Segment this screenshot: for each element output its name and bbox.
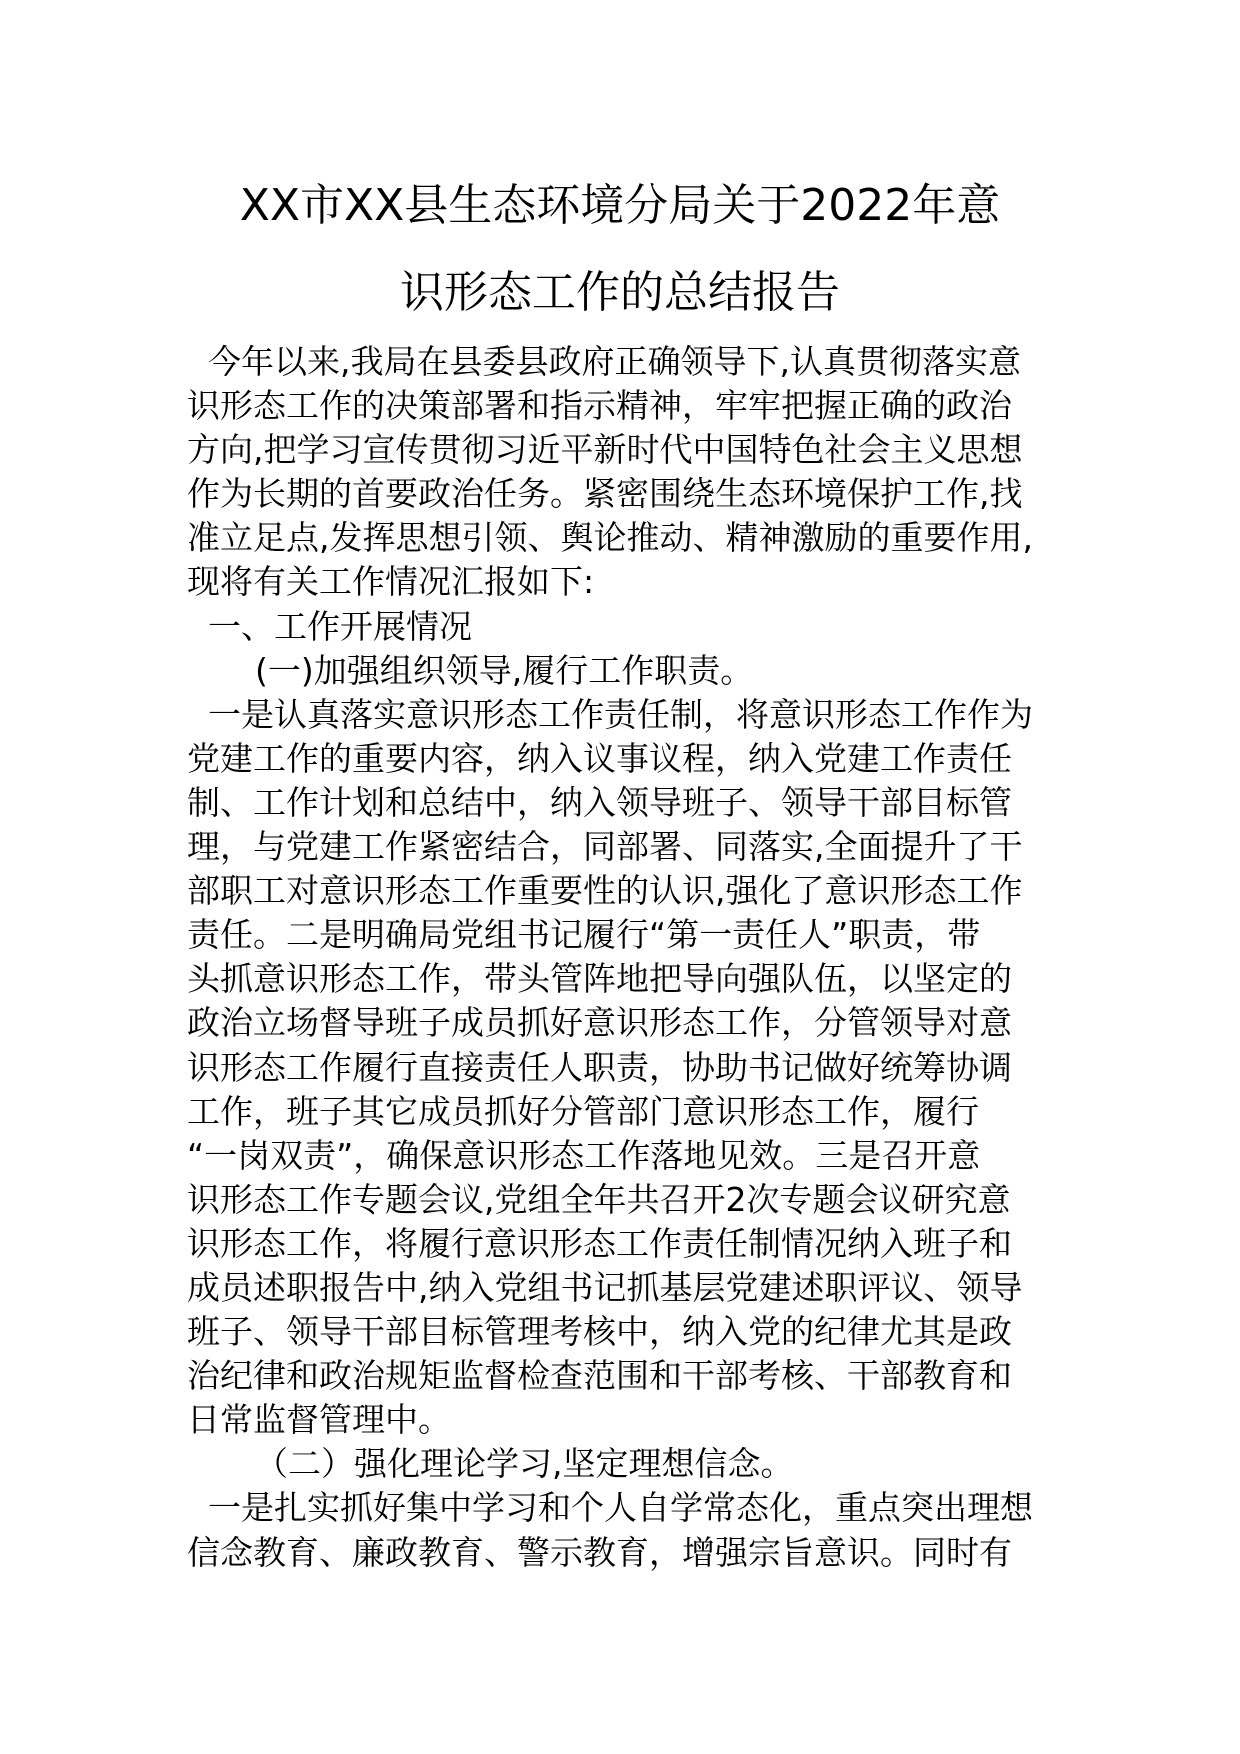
- section-heading: 一、工作开展情况: [208, 606, 472, 646]
- body-line: 理，与党建工作紧密结合，同部署、同落实,全面提升了干: [187, 827, 1023, 867]
- subsection-heading: （二）强化理论学习,坚定理想信念。: [255, 1444, 794, 1484]
- body-line: 准立足点,发挥思想引领、舆论推动、精神激励的重要作用,: [187, 518, 1033, 558]
- body-line: 今年以来,我局在县委县政府正确领导下,认真贯彻落实意: [208, 342, 1021, 381]
- body-line: 现将有关工作情况汇报如下:: [187, 562, 595, 602]
- body-line: 日常监督管理中。: [187, 1400, 451, 1440]
- subsection-heading: (一)加强组织领导,履行工作职责。: [255, 650, 754, 690]
- body-line: 识形态工作的决策部署和指示精神，牢牢把握正确的政治: [187, 386, 1012, 426]
- body-line: 治纪律和政治规矩监督检查范围和干部考核、干部教育和: [187, 1356, 1012, 1396]
- document-body: [187, 340, 1053, 1575]
- body-line: 一是认真落实意识形态工作责任制，将意识形态工作作为: [208, 694, 1033, 734]
- document-title-line-2: 识形态工作的总结报告: [400, 267, 840, 318]
- body-line: 方向,把学习宣传贯彻习近平新时代中国特色社会主义思想: [187, 430, 1023, 470]
- body-line: 一是扎实抓好集中学习和个人自学常态化，重点突出理想: [208, 1488, 1033, 1528]
- body-line: 作为长期的首要政治任务。紧密围绕生态环境保护工作,找: [187, 474, 1023, 514]
- body-line: 识形态工作履行直接责任人职责，协助书记做好统筹协调: [187, 1047, 1012, 1087]
- body-line: 党建工作的重要内容，纳入议事议程，纳入党建工作责任: [187, 738, 1012, 778]
- document-title-line-1: XX市XX县生态环境分局关于2022年意: [239, 180, 1001, 231]
- body-line: 工作，班子其它成员抓好分管部门意识形态工作，履行: [187, 1091, 979, 1131]
- body-line: “一岗双责”，确保意识形态工作落地见效。三是召开意: [187, 1135, 981, 1175]
- body-line: 识形态工作，将履行意识形态工作责任制情况纳入班子和: [187, 1223, 1012, 1263]
- body-line: 部职工对意识形态工作重要性的认识,强化了意识形态工作: [187, 871, 1023, 911]
- body-line: 头抓意识形态工作，带头管阵地把导向强队伍，以坚定的: [187, 959, 1012, 999]
- body-line: 识形态工作专题会议,党组全年共召开2次专题会议研究意: [187, 1179, 1011, 1219]
- body-line: 班子、领导干部目标管理考核中，纳入党的纪律尤其是政: [187, 1312, 1012, 1352]
- body-line: 责任。二是明确局党组书记履行“第一责任人”职责，带: [187, 915, 981, 955]
- body-line: 成员述职报告中,纳入党组书记抓基层党建述职评议、领导: [187, 1267, 1023, 1307]
- body-line: 政治立场督导班子成员抓好意识形态工作，分管领导对意: [187, 1003, 1012, 1043]
- body-line: 信念教育、廉政教育、警示教育，增强宗旨意识。同时有: [187, 1532, 1012, 1572]
- body-line: 制、工作计划和总结中，纳入领导班子、领导干部目标管: [187, 782, 1012, 822]
